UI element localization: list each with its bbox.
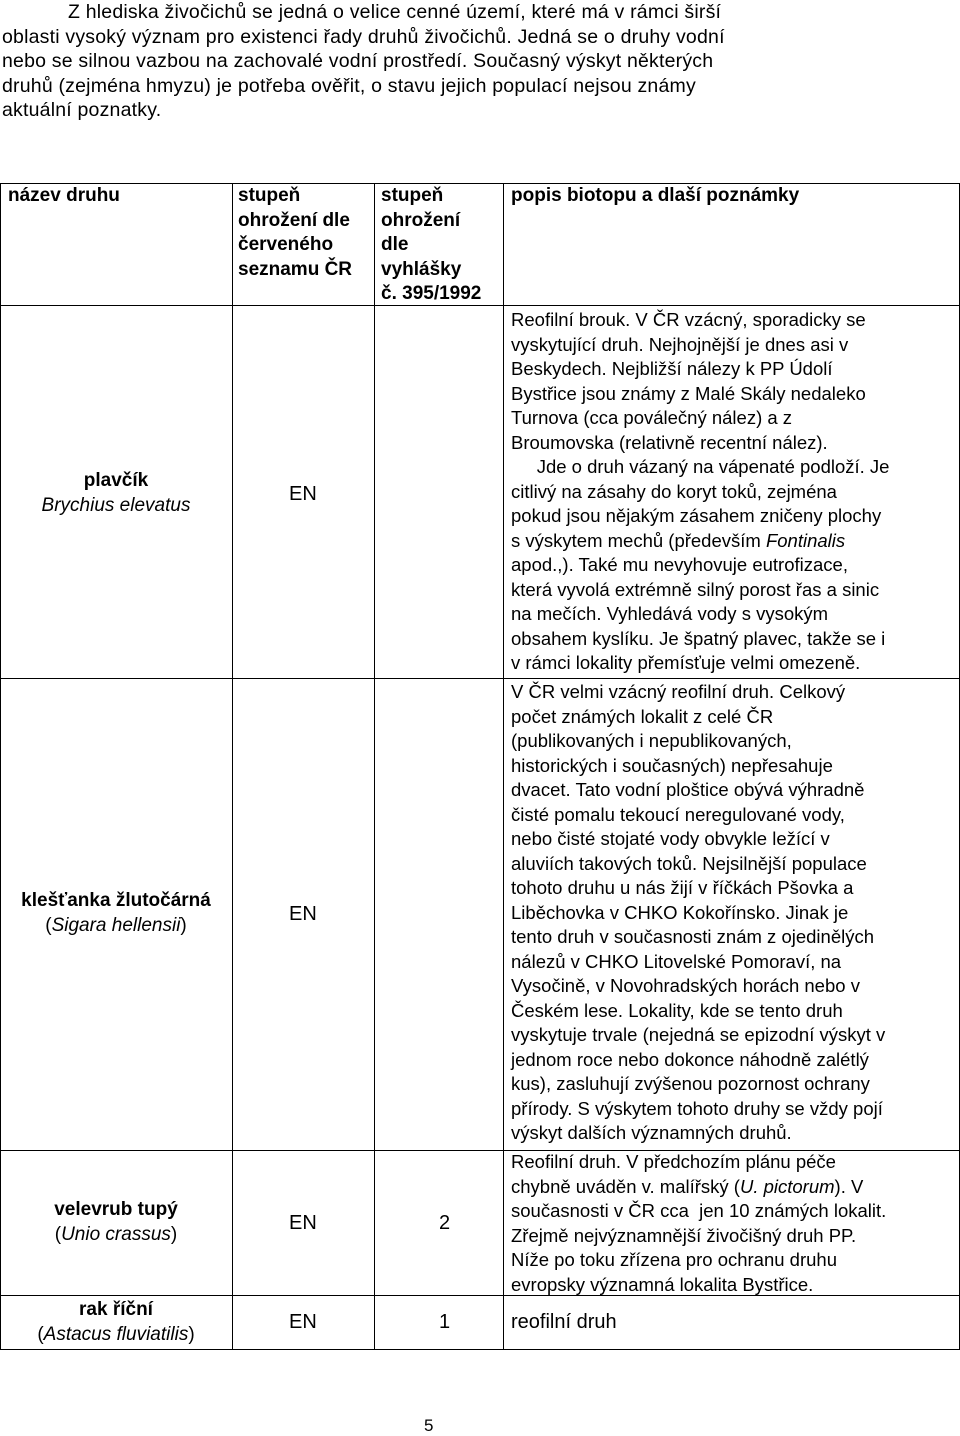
intro-line: aktuální poznatky.	[2, 99, 162, 121]
decree-status: 1	[439, 1311, 451, 1333]
intro-line: nebo se silnou vazbou na zachovalé vodní prostředí. Současný výskyt některých	[2, 50, 714, 72]
biotope-notes: reofilní druh	[511, 1311, 617, 1333]
intro-line: Z hlediska živočichů se jedná o velice cenné území, které má v rámci širší	[68, 1, 722, 23]
decree-status: 2	[439, 1212, 451, 1234]
species-latin-name: Brychius elevatus	[41, 495, 191, 516]
biotope-notes: Reofilní brouk. V ČR vzácný, sporadicky se vyskytující druh. Nejhojnější je dnes asi v Beskydech. Nejbližší nálezy k PP Údolí Bystřice jsou známy z Malé Skály nedaleko Turnova (cca poválečný nález) a z Broumovska (relativně recentní nález). Jde o druh vázaný na vápenaté podloží. Je citlivý na zásahy do koryt toků, zejména pokud jsou nějakým zásahem zničeny plochy s výskytem mechů (především Fontinalis apod.,). Také mu nevyhovuje eutrofizace, která vyvolá extrémně silný porost řas a sinic na mečích. Vyhledává vody s vysokým obsahem kyslíku. Je špatný plavec, takže se i v rámci lokality přemísťuje velmi omezeně.	[511, 309, 890, 673]
species-name-cell	[0, 468, 232, 518]
intro-line: druhů (zejména hmyzu) je potřeba ověřit, o stavu jejich populací nejsou známy	[2, 74, 696, 97]
table-rule	[0, 678, 960, 679]
species-latin-name: Sigara hellensii	[51, 915, 181, 936]
table-rule	[0, 1349, 960, 1350]
species-name-cell: rak říční (Astacus fluviatilis)	[0, 1297, 232, 1347]
species-czech-name: plavčík	[83, 470, 149, 491]
biotope-notes: V ČR velmi vzácný reofilní druh. Celkový počet známých lokalit z celé ČR (publikovaných i nepublikovaných, historických i současných) nepřesahuje dvacet. Tato vodní ploštice obývá výhradně čisté pomalu tekoucí neregulované vody, nebo čisté stojaté vody obvykle ležící v aluviích takových toků. Nejsilnější populace tohoto druhu u nás žijí v říčkách Pšovka a Liběchovka v CHKO Kokořínsko. Jinak je tento druh v současnosti znám z ojedinělých nálezů v CHKO Litovelské Pomoraví, na Vysočině, v Novohradských horách nebo v Českém lese. Lokality, kde se tento druh vyskytuje trvale (nejedná se epizodní výskyt v jednom roce nebo dokonce náhodně zalétlý kus), zasluhují zvýšenou pozornost ochrany přírody. S výskytem tohoto druhy se vždy pojí výskyt dalších významných druhů.	[511, 681, 886, 1143]
table-rule	[374, 183, 375, 1349]
red-list-status: EN	[289, 483, 317, 505]
species-name-cell: klešťanka žlutočárná (Sigara hellensii)	[0, 888, 232, 938]
red-list-status: EN	[289, 1311, 317, 1333]
species-latin-name: Astacus fluviatilis	[43, 1324, 189, 1345]
page-number: 5	[424, 1416, 434, 1435]
intro-line: oblasti vysoký význam pro existenci řady druhů živočichů. Jedná se o druhy vodní	[2, 25, 725, 48]
header-species-name: název druhu	[8, 185, 120, 206]
species-czech-name: velevrub tupý	[54, 1199, 178, 1220]
species-name-cell: velevrub tupý (Unio crassus)	[0, 1197, 232, 1247]
biotope-notes: Reofilní druh. V předchozím plánu péče chybně uváděn v. malířský (U. pictorum). V současnosti v ČR cca jen 10 známých lokalit. Zřejmě nejvýznamnější živočišný druh PP. Níže po toku zřízena pro ochranu druhu evropsky významná lokalita Bystřice.	[511, 1151, 887, 1295]
header-notes: popis biotopu a dlaší poznámky	[511, 185, 800, 206]
table-rule	[0, 183, 1, 1349]
species-latin-name: Unio crassus	[61, 1224, 171, 1245]
header-decree: stupeň ohrožení dle vyhlášky č. 395/1992	[381, 185, 482, 304]
species-czech-name: klešťanka žlutočárná	[21, 890, 211, 911]
red-list-status: EN	[289, 903, 317, 925]
header-red-list: stupeň ohrožení dle červeného seznamu ČR	[238, 185, 353, 280]
red-list-status: EN	[289, 1212, 317, 1234]
table-rule	[503, 183, 504, 1349]
table-rule	[232, 183, 233, 1349]
species-czech-name: rak říční	[79, 1299, 153, 1320]
